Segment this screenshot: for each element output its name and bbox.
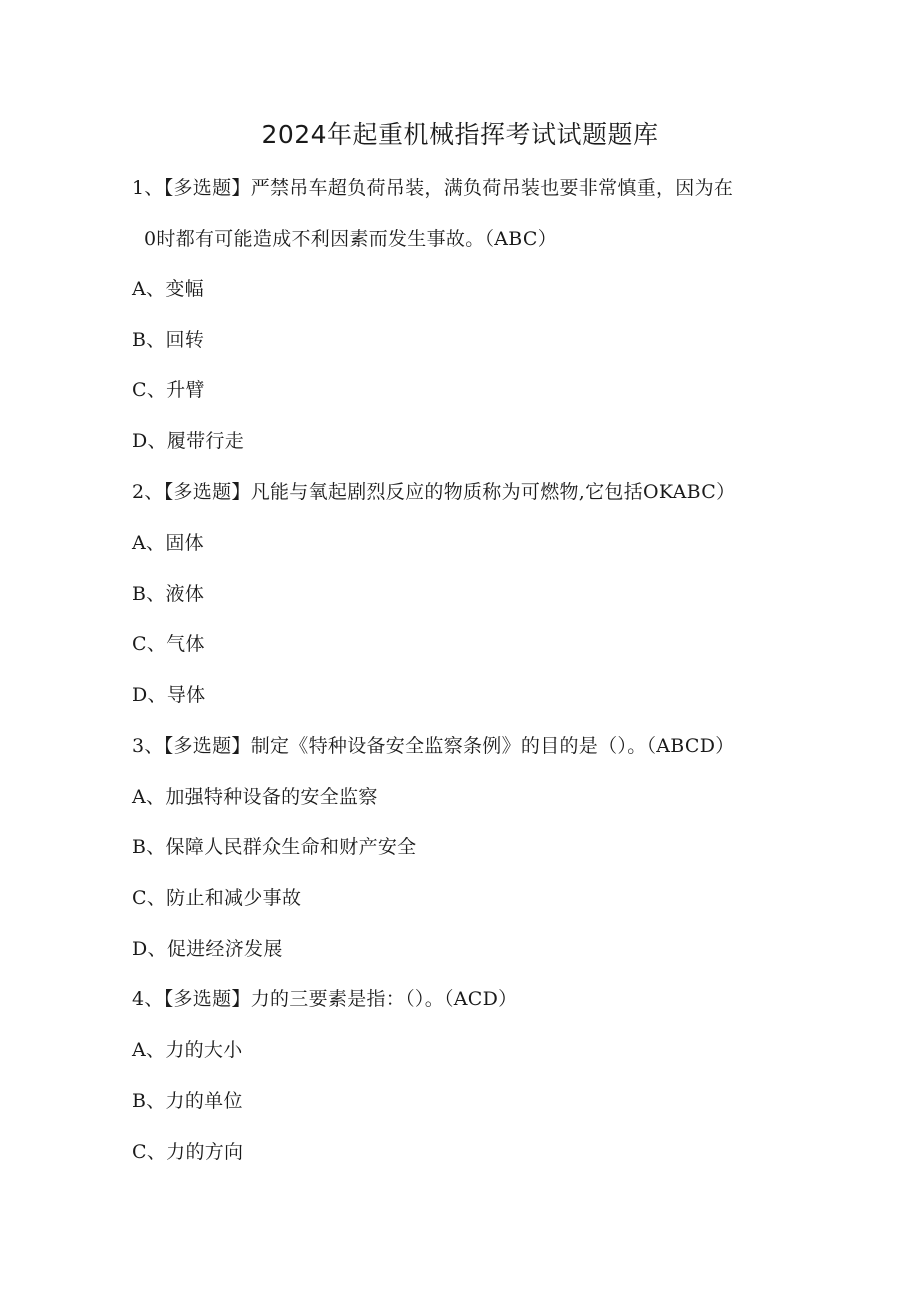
- question-2-option-d: D、导体: [132, 684, 206, 706]
- question-4-option-a: A、力的大小: [132, 1039, 243, 1061]
- question-3-stem: 3、【多选题】制定《特种设备安全监察条例》的目的是（）。（ABCD）: [132, 735, 735, 757]
- question-1-option-c: C、升臂: [132, 379, 205, 401]
- question-3-option-d: D、促进经济发展: [132, 938, 283, 960]
- question-1-option-d: D、履带行走: [132, 430, 245, 452]
- question-1-stem: 1、【多选题】严禁吊车超负荷吊装，满负荷吊装也要非常慎重，因为在: [132, 177, 734, 199]
- question-4-option-b: B、力的单位: [132, 1090, 243, 1112]
- question-1-option-a: A、变幅: [132, 278, 204, 300]
- question-2-option-b: B、液体: [132, 583, 205, 605]
- question-3-option-b: B、保障人民群众生命和财产安全: [132, 836, 417, 858]
- question-4-stem: 4、【多选题】力的三要素是指：（）。（ACD）: [132, 988, 518, 1010]
- question-3-option-c: C、防止和减少事故: [132, 887, 302, 909]
- question-4-option-c: C、力的方向: [132, 1141, 244, 1163]
- document-title: 2024年起重机械指挥考试试题题库: [261, 120, 659, 149]
- question-3-option-a: A、加强特种设备的安全监察: [132, 786, 378, 808]
- question-2-option-a: A、固体: [132, 532, 204, 554]
- question-1-option-b: B、回转: [132, 329, 205, 351]
- question-1-stem-continued: 0时都有可能造成不利因素而发生事故。（ABC）: [144, 228, 558, 250]
- question-2-stem: 2、【多选题】凡能与氧起剧烈反应的物质称为可燃物,它包括OKABC）: [132, 481, 736, 503]
- question-2-option-c: C、气体: [132, 633, 205, 655]
